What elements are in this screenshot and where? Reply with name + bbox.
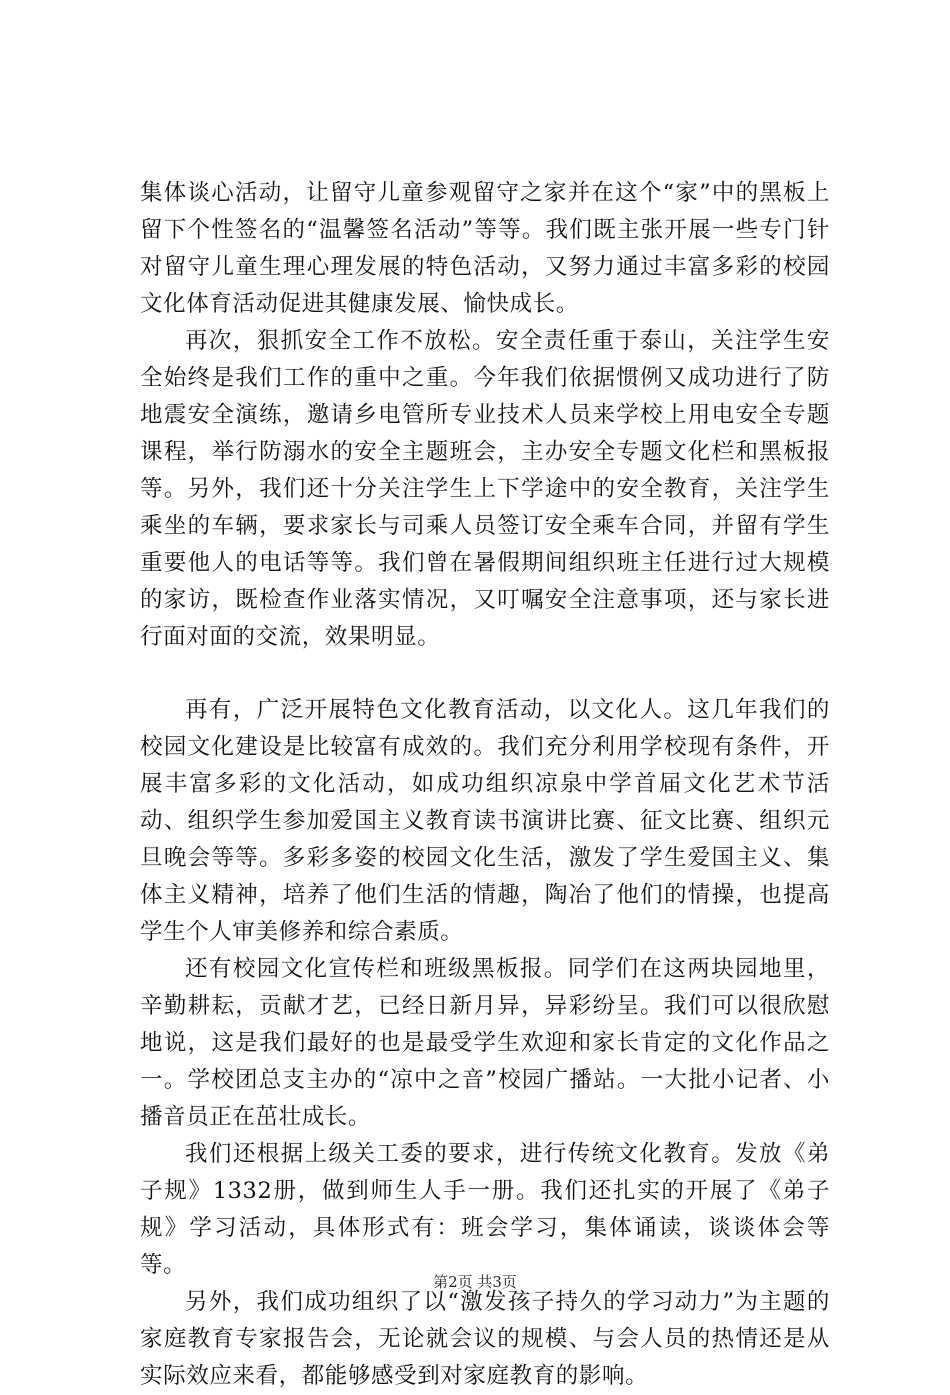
paragraph-family-education-lecture: 另外，我们成功组织了以“激发孩子持久的学习动力”为主题的家庭教育专家报告会，无论就会议的规模、与会人员的热情还是从实际效应来看，都能够感受到对家庭教育的影响。: [140, 1289, 830, 1389]
paragraph-traditional-culture: 我们还根据上级关工委的要求，进行传统文化教育。发放《弟子规》1332册，做到师生人手一册。我们还扎实的开展了《弟子规》学习活动，具体形式有：班会学习，集体诵读，谈谈体会等等。: [140, 1141, 830, 1278]
document-body: [140, 175, 830, 1395]
paragraph-left-behind-children-activities: 集体谈心活动，让留守儿童参观留守之家并在这个“家”中的黑板上留下个性签名的“温馨签名活动”等等。我们既主张开展一些专门针对留守儿童生理心理发展的特色活动，又努力通过丰富多彩的校园文化体育活动促进其健康发展、愉快成长。: [140, 180, 830, 317]
paragraph-bulletin-boards: 还有校园文化宣传栏和班级黑板报。同学们在这两块园地里，辛勤耕耘，贡献才艺，已经日新月异，异彩纷呈。我们可以很欣慰地说，这是我们最好的也是最受学生欢迎和家长肯定的文化作品之一。学校团总支主办的“凉中之音”校园广播站。一大批小记者、小播音员正在茁壮成长。: [140, 956, 830, 1130]
page-footer: 第2页 共3页: [433, 1273, 517, 1291]
paragraph-safety-work: 再次，狠抓安全工作不放松。安全责任重于泰山，关注学生安全始终是我们工作的重中之重。今年我们依据惯例又成功进行了防地震安全演练，邀请乡电管所专业技术人员来学校上用电安全专题课程，举行防溺水的安全主题班会，主办安全专题文化栏和黑板报等。另外，我们还十分关注学生上下学途中的安全教育，关注学生乘坐的车辆，要求家长与司乘人员签订安全乘车合同，并留有学生重要他人的电话等等。我们曾在暑假期间组织班主任进行过大规模的家访，既检查作业落实情况，又叮嘱安全注意事项，还与家长进行面对面的交流，效果明显。: [140, 328, 830, 650]
paragraph-cultural-education: 再有，广泛开展特色文化教育活动，以文化人。这几年我们的校园文化建设是比较富有成效的。我们充分利用学校现有条件，开展丰富多彩的文化活动，如成功组织凉泉中学首届文化艺术节活动、组织学生参加爱国主义教育读书演讲比赛、征文比赛、组织元旦晚会等等。多彩多姿的校园文化生活，激发了学生爱国主义、集体主义精神，培养了他们生活的情趣，陶冶了他们的情操，也提高学生个人审美修养和综合素质。: [140, 697, 830, 945]
